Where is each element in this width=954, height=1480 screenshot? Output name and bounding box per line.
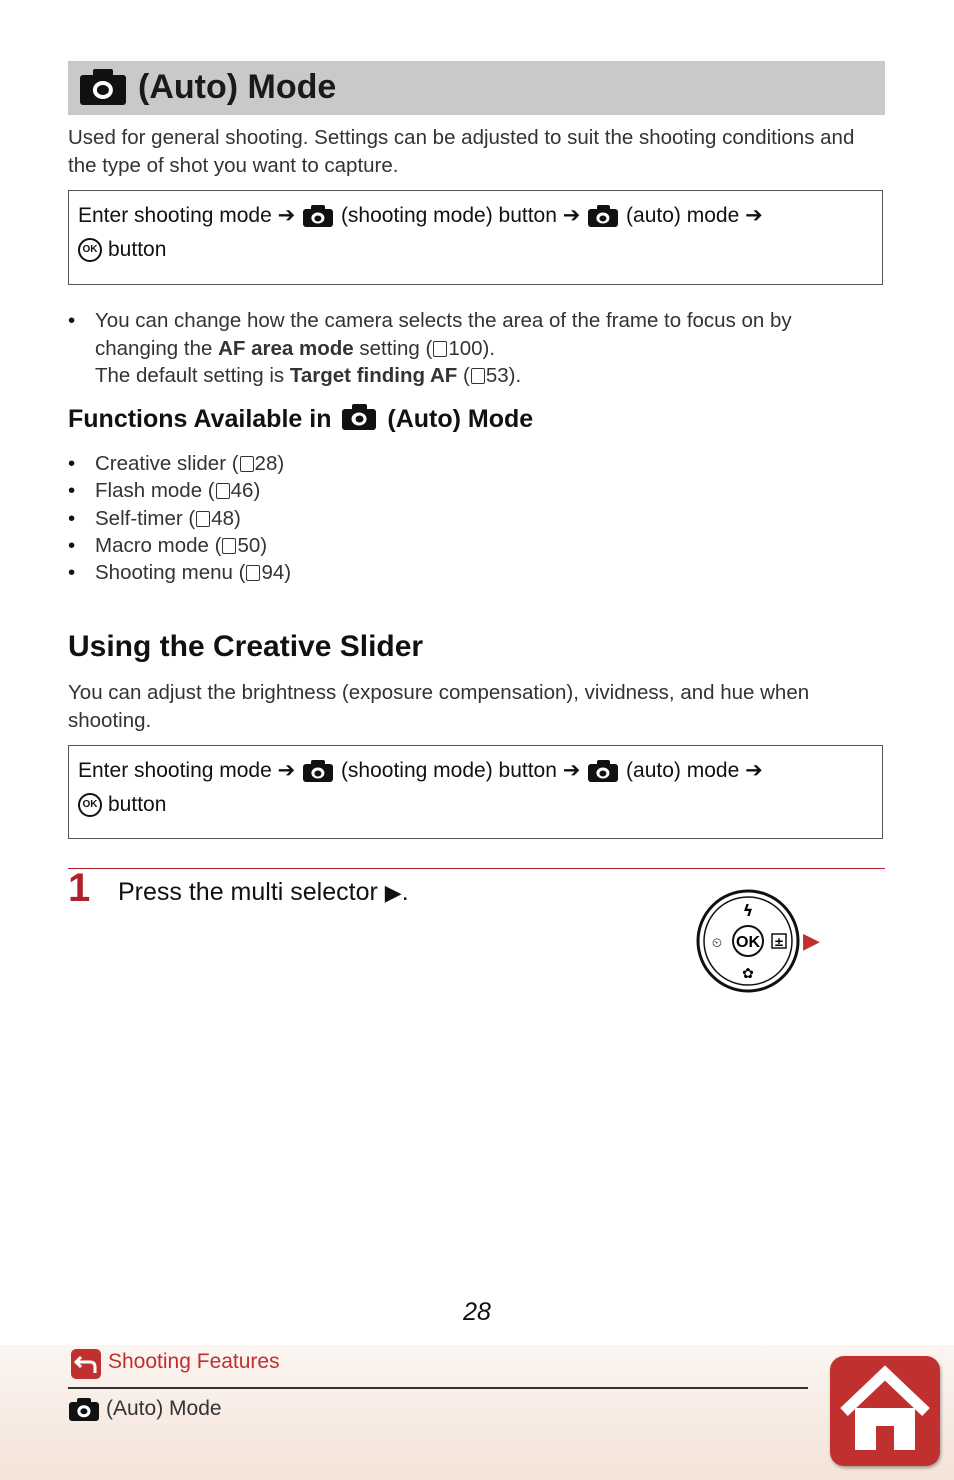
functions-heading: Functions Available in (Auto) Mode	[68, 405, 534, 433]
right-arrow-icon: ▶	[384, 880, 402, 905]
arrow-right-icon: ➔	[277, 759, 296, 782]
book-icon	[471, 368, 485, 384]
camera-icon	[303, 760, 333, 782]
camera-icon	[342, 404, 376, 430]
page-ref-link[interactable]: 53	[485, 364, 509, 387]
step-number: 1	[68, 866, 91, 910]
camera-icon	[80, 69, 126, 105]
list-item: • You can change how the camera selects the area of the frame to focus on by changing the AF area mode setting ( 100). The default setting is Target finding AF ( 53).	[68, 307, 868, 390]
navigation-box: Enter shooting mode ➔ (shooting mode) button ➔ (auto) mode ➔ OK button	[68, 745, 883, 839]
exposure-icon: ±	[773, 935, 785, 949]
flash-icon: ϟ	[742, 901, 754, 920]
book-icon	[196, 511, 210, 527]
multi-selector-dial	[696, 889, 800, 993]
page-title: (Auto) Mode	[138, 68, 337, 106]
home-button[interactable]	[830, 1356, 940, 1466]
note-list	[68, 307, 868, 390]
shooting-features-link[interactable]: Shooting Features	[108, 1350, 280, 1373]
target-finding-af-link: Target finding AF	[289, 364, 458, 387]
list-item[interactable]: • Creative slider ( 28)	[68, 450, 291, 477]
list-item[interactable]: • Flash mode ( 46)	[68, 477, 291, 504]
book-icon	[222, 538, 236, 554]
arrow-right-icon: ➔	[277, 204, 296, 227]
list-item[interactable]: • Self-timer ( 48)	[68, 505, 291, 532]
arrow-right-icon: ➔	[745, 204, 763, 227]
selector-right-pointer-icon: ▶	[803, 928, 820, 953]
camera-icon	[588, 205, 618, 227]
page-ref-link[interactable]: 100	[448, 336, 483, 360]
back-icon[interactable]	[71, 1349, 101, 1379]
book-icon	[433, 341, 447, 357]
camera-icon	[303, 205, 333, 227]
title-bar	[68, 61, 885, 115]
list-item[interactable]: • Macro mode ( 50)	[68, 532, 291, 559]
step-text: Press the multi selector ▶.	[118, 878, 409, 906]
arrow-right-icon: ➔	[562, 204, 581, 227]
af-area-mode-link: AF area mode	[218, 336, 354, 360]
book-icon	[240, 456, 254, 472]
book-icon	[216, 483, 230, 499]
macro-icon: ✿	[742, 966, 754, 982]
current-page-label: (Auto) Mode	[106, 1397, 222, 1420]
camera-icon	[588, 760, 618, 782]
ok-button-icon: OK	[78, 793, 102, 817]
ok-button-icon: OK	[78, 238, 102, 262]
intro-text: Used for general shooting. Settings can be adjusted to suit the shooting conditions and the type of shot you want to capture.	[68, 126, 855, 177]
footer-divider	[68, 1387, 808, 1389]
home-icon	[830, 1356, 940, 1466]
section-heading: Using the Creative Slider	[68, 630, 424, 663]
arrow-right-icon: ➔	[745, 759, 763, 782]
step-divider	[68, 868, 885, 869]
self-timer-icon: ⏲	[711, 936, 723, 951]
section-intro: You can adjust the brightness (exposure compensation), vividness, and hue when shooting.	[68, 681, 810, 732]
ok-label: OK	[736, 934, 760, 951]
camera-icon	[69, 1398, 99, 1421]
functions-list	[68, 450, 291, 586]
navigation-box: Enter shooting mode ➔ (shooting mode) button ➔ (auto) mode ➔ OK button	[68, 190, 883, 285]
book-icon	[246, 565, 260, 581]
page-number: 28	[463, 1298, 491, 1326]
list-item[interactable]: • Shooting menu ( 94)	[68, 559, 291, 586]
arrow-right-icon: ➔	[562, 759, 581, 782]
